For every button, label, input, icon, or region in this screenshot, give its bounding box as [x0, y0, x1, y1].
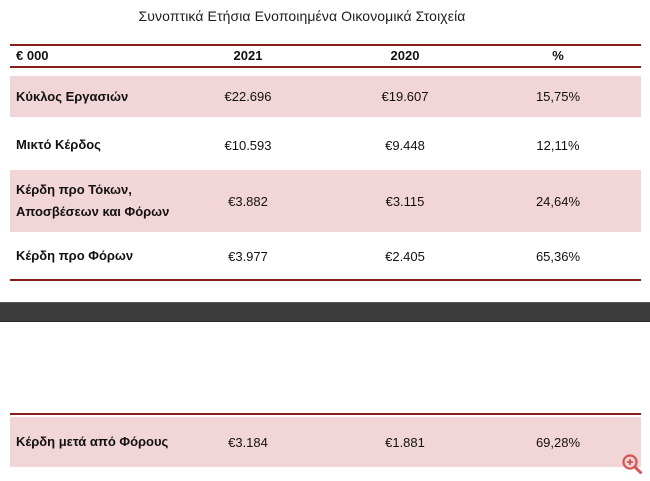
table-bottom-rule — [10, 279, 641, 281]
row-value-2020: €19.607 — [381, 89, 429, 104]
row-change: 24,64% — [535, 193, 581, 209]
row-label: Κέρδη προ Φόρων — [16, 248, 134, 263]
row-label: Μικτό Κέρδος — [16, 137, 101, 152]
row-value-2020: €1.881 — [385, 434, 425, 450]
second-table-top-rule — [10, 413, 641, 415]
table-row — [10, 125, 641, 165]
row-change: 69,28% — [535, 434, 581, 450]
header-year-2020: 2020 — [390, 48, 420, 63]
row-value-2021: €3.184 — [228, 434, 268, 450]
header-change: % — [552, 48, 564, 63]
row-change: 65,36% — [535, 248, 581, 264]
table-row — [10, 236, 641, 276]
row-value-2020: €3.115 — [385, 193, 425, 209]
row-label: Κύκλος Εργασιών — [16, 88, 129, 104]
row-label: Κέρδη προ Τόκων, Αποσβέσεων και Φόρων — [16, 182, 170, 219]
table-row — [10, 76, 641, 117]
header-bottom-rule — [10, 66, 641, 68]
row-value-2020: €9.448 — [385, 137, 425, 153]
row-change: 12,11% — [536, 137, 580, 153]
row-value-2021: €3.882 — [228, 193, 268, 209]
header-top-rule — [10, 44, 641, 46]
row-change: 15,75% — [535, 89, 581, 104]
header-year-2021: 2021 — [233, 48, 263, 63]
table-row — [10, 170, 641, 232]
table-row — [10, 417, 641, 467]
zoom-in-icon — [621, 453, 643, 475]
page-title: Συνοπτικά Ετήσια Ενοποιημένα Οικονομικά Στοιχεία — [138, 8, 466, 24]
row-value-2020: €2.405 — [385, 248, 425, 264]
row-value-2021: €3.977 — [228, 248, 268, 264]
row-value-2021: €22.696 — [224, 89, 272, 104]
zoom-in-button[interactable] — [621, 453, 643, 475]
page-separator — [0, 302, 650, 321]
row-value-2021: €10.593 — [224, 137, 272, 153]
row-label: Κέρδη μετά από Φόρους — [16, 434, 169, 449]
header-currency: € 000 — [16, 48, 49, 63]
